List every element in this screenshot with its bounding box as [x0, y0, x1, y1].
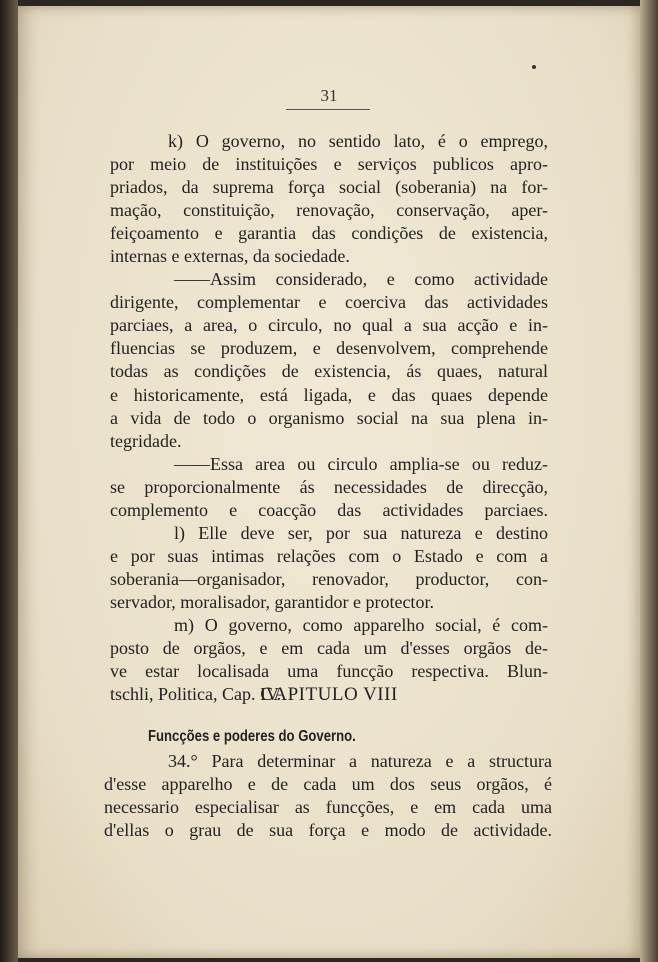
- text-line: tegridade.: [110, 430, 182, 451]
- text-line: todas as condições de existencia, ás quaes, natural: [110, 361, 548, 382]
- text-line: ——Assim considerado, e como actividade: [174, 269, 548, 290]
- section-heading: Funcções e poderes do Governo.: [148, 728, 356, 745]
- page-edge: [640, 0, 658, 962]
- book-spine-shadow: [0, 0, 18, 962]
- header-rule: [286, 109, 370, 110]
- text-line: e por suas intimas relações com o Estado e com a: [110, 545, 548, 566]
- text-line: por meio de instituições e serviços publicos apro-: [110, 154, 548, 175]
- text-line: parciaes, a area, o circulo, no qual a sua acção e in-: [110, 315, 548, 336]
- text-line: 34.° Para determinar a natureza e a structura: [168, 751, 552, 771]
- page-number: 31: [320, 86, 338, 105]
- text-line: tschli, Politica, Cap. IV.: [110, 684, 282, 705]
- text-line: d'esse apparelho e de cada um dos seus orgãos, é: [104, 774, 552, 794]
- body-text-bottom: [104, 750, 552, 842]
- text-line: necessario especialisar as funcções, e em cada uma: [104, 797, 552, 817]
- text-line: ve estar localisada uma funcção respectiva. Blun-: [110, 661, 548, 682]
- text-line: m) O governo, como apparelho social, é com-: [174, 614, 548, 635]
- text-line: e historicamente, está ligada, e das quaes depende: [110, 384, 548, 405]
- text-line: mação, constituição, renovação, conservação, aper-: [110, 200, 548, 221]
- book-page: [18, 6, 640, 958]
- text-line: d'ellas o grau de sua força e modo de actividade.: [104, 820, 552, 840]
- text-line: ——Essa area ou circulo amplia-se ou reduz-: [174, 453, 548, 474]
- text-line: soberania—organisador, renovador, productor, con-: [110, 568, 548, 589]
- text-line: dirigente, complementar e coerciva das actividades: [110, 292, 548, 313]
- text-line: internas e externas, da sociedade.: [110, 246, 350, 267]
- ink-spot: [532, 65, 536, 69]
- text-line: fluencias se produzem, e desenvolvem, comprehende: [110, 338, 548, 359]
- text-line: l) Elle deve ser, por sua natureza e destino: [174, 522, 548, 543]
- body-text-top: [110, 130, 548, 706]
- text-line: complemento e coacção das actividades parciaes.: [110, 499, 548, 520]
- text-line: servador, moralisador, garantidor e protector.: [110, 591, 434, 612]
- text-line: a vida de todo o organismo social na sua plena in-: [110, 407, 548, 428]
- text-line: posto de orgãos, e em cada um d'esses orgãos de-: [110, 638, 548, 659]
- text-line: se proporcionalmente ás necessidades de direcção,: [110, 476, 548, 497]
- text-line: feiçoamento e garantia das condições de existencia,: [110, 223, 548, 244]
- chapter-title: CAPITULO VIII: [260, 684, 398, 705]
- text-line: k) O governo, no sentido lato, é o emprego,: [168, 131, 548, 151]
- text-line: priados, da suprema força social (soberania) na for-: [110, 177, 548, 198]
